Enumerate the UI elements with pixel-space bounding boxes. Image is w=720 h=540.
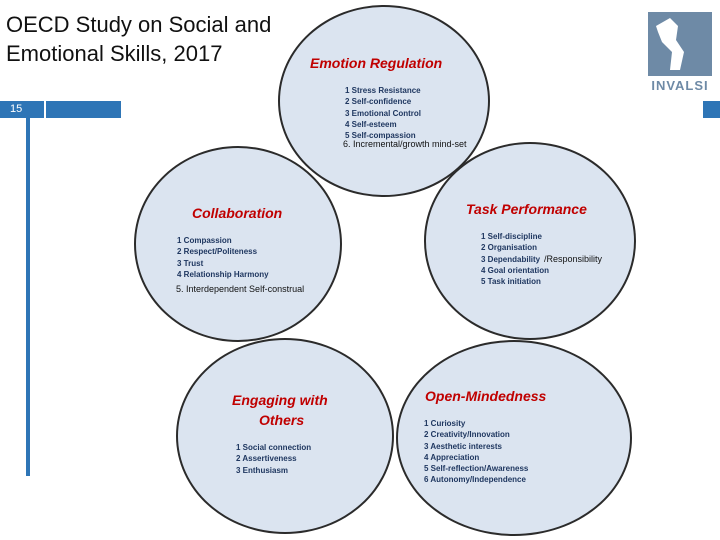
list-engaging-with-others <box>236 442 311 476</box>
header-accent-bar-right <box>703 101 720 118</box>
list-item: 3 Trust <box>177 258 204 268</box>
list-item: 1 Stress Resistance <box>345 86 421 95</box>
list-emotion-regulation <box>345 85 421 141</box>
list-item: 2 Self-confidence <box>345 97 412 107</box>
title-collaboration: Collaboration <box>192 205 283 221</box>
list-item: 3 Emotional Control <box>345 108 421 118</box>
list-item: 1 Social connection <box>236 443 312 452</box>
list-item: 3 Aesthetic interests <box>424 441 502 451</box>
list-item: 1 Curiosity <box>424 419 466 428</box>
list-item: 4 Relationship Harmony <box>177 269 269 279</box>
note-emotion-regulation: 6. Incremental/growth mind-set <box>343 139 467 149</box>
list-item: 5 Self-compassion <box>345 131 416 141</box>
slide-number: 15 <box>0 101 44 118</box>
logo-text: INVALSI <box>651 78 709 93</box>
list-item: 3 Enthusiasm <box>236 465 289 475</box>
list-item: 5 Self-reflection/Awareness <box>424 464 529 474</box>
title-engaging-with-others-line2: Others <box>259 412 305 428</box>
note-task-performance: /Responsibility <box>544 254 603 264</box>
title-emotion-regulation: Emotion Regulation <box>310 55 443 71</box>
list-item: 2 Assertiveness <box>236 454 297 464</box>
title-open-mindedness: Open-Mindedness <box>425 388 547 404</box>
list-item: 4 Self-esteem <box>345 119 397 129</box>
slide-title: OECD Study on Social and Emotional Skills, 2017 <box>6 12 272 66</box>
list-item: 2 Respect/Politeness <box>177 247 258 257</box>
list-item: 4 Appreciation <box>424 452 480 462</box>
list-item: 2 Creativity/Innovation <box>424 430 510 440</box>
list-item: 1 Self-discipline <box>481 232 542 241</box>
list-item: 5 Task initiation <box>481 277 541 287</box>
title-task-performance: Task Performance <box>466 201 587 217</box>
note-collaboration: 5. Interdependent Self-construal <box>176 284 305 294</box>
list-open-mindedness <box>424 418 528 486</box>
list-item: 6 Autonomy/Independence <box>424 475 526 485</box>
list-item: 1 Compassion <box>177 236 232 245</box>
left-accent-bar <box>26 118 30 476</box>
circle-engaging-with-others <box>176 338 394 534</box>
list-item: 4 Goal orientation <box>481 265 550 275</box>
list-collaboration <box>177 235 269 280</box>
list-item: 3 Dependability <box>481 254 541 264</box>
list-item: 2 Organisation <box>481 243 538 253</box>
header-accent-bar <box>46 101 121 118</box>
title-engaging-with-others-line1: Engaging with <box>232 392 328 408</box>
list-task-performance <box>481 231 549 287</box>
